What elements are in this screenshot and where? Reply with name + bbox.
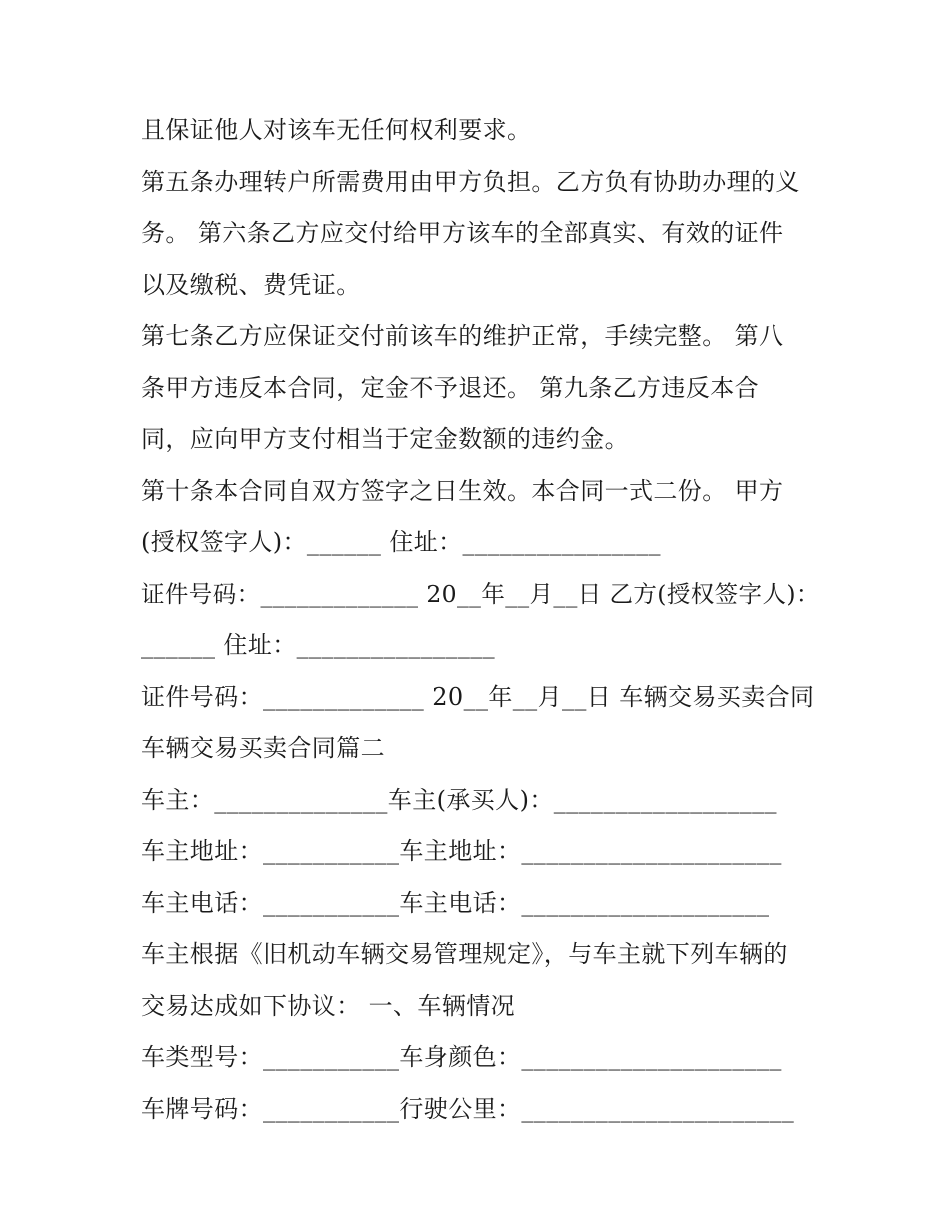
form-field-line: 车类型号：___________车身颜色：_____________________ xyxy=(141,1043,782,1071)
text-line: 条甲方违反本合同，定金不予退还。 第九条乙方违反本合 xyxy=(141,373,760,402)
signature-line: (授权签字人)：______ 住址：________________ xyxy=(141,528,661,556)
text-line: 同，应向甲方支付相当于定金数额的违约金。 xyxy=(141,425,629,453)
form-field-line: 车主电话：___________车主电话：____________________ xyxy=(141,888,770,917)
text-line: 车主根据《旧机动车辆交易管理规定》，与车主就下列车辆的 xyxy=(141,940,788,968)
signature-line: 证件号码：_____________ 20__年__月__日 车辆交易买卖合同 xyxy=(141,682,815,711)
text-line: 务。 第六条乙方应交付给甲方该车的全部真实、有效的证件 xyxy=(141,219,784,247)
form-field-line: 车主地址：___________车主地址：_____________________ xyxy=(141,837,782,865)
text-line: 且保证他人对该车无任何权利要求。 xyxy=(141,116,532,144)
signature-line: ______ 住址：________________ xyxy=(141,631,496,659)
signature-line: 证件号码：_____________ 20__年__月__日 乙方(授权签字人)： xyxy=(141,579,820,608)
text-line: 交易达成如下协议： 一、车辆情况 xyxy=(141,991,516,1020)
text-line: 第五条办理转户所需费用由甲方负担。乙方负有协助办理的义 xyxy=(141,167,800,196)
section-heading: 车辆交易买卖合同篇二 xyxy=(141,734,385,762)
text-line: 第七条乙方应保证交付前该车的维护正常，手续完整。 第八 xyxy=(141,322,784,350)
contract-text xyxy=(141,108,821,1138)
form-field-line: 车牌号码：___________行驶公里：______________________ xyxy=(141,1094,795,1123)
text-line: 第十条本合同自双方签字之日生效。本合同一式二份。 甲方 xyxy=(141,476,784,505)
text-line: 以及缴税、费凭证。 xyxy=(141,270,361,299)
form-field-line: 车主：______________车主(承买人)：__________________ xyxy=(141,785,777,814)
